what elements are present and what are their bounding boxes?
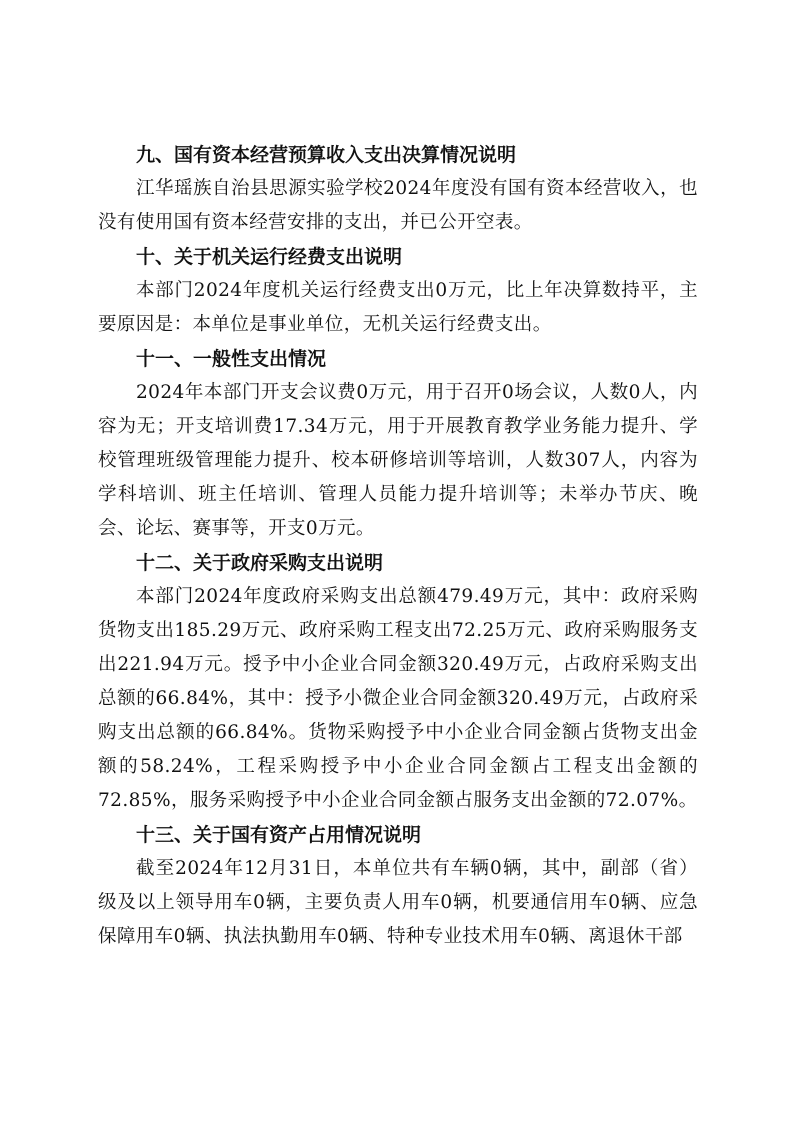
section-10-paragraph: 本部门2024年度机关运行经费支出0万元，比上年决算数持平，主要原因是：本单位是事业单位，无机关运行经费支出。 (98, 280, 698, 335)
section-9-paragraph: 江华瑶族自治县思源实验学校2024年度没有国有资本经营收入，也没有使用国有资本经营安排的支出，并已公开空表。 (98, 178, 698, 233)
section-12-paragraph: 本部门2024年度政府采购支出总额479.49万元，其中：政府采购货物支出185.29万元、政府采购工程支出72.25万元、政府采购服务支出221.94万元。授予中小企业合同金额320.49万元，占政府采购支出总额的66.84%，其中：授予小微企业合同金额320.49万元，占政府采购支出总额的66.84%。货物采购授予中小企业合同金额占货物支出金额的58.24%，工程采购授予中小企业合同金额占工程支出金额的72.85%，服务采购授予中小企业合同金额占服务支出金额的72.07%。 (98, 586, 698, 811)
section-10-heading: 十、关于机关运行经费支出说明 (136, 246, 403, 268)
page-content (98, 138, 698, 954)
section-11-heading: 十一、一般性支出情况 (136, 348, 327, 370)
section-11-paragraph: 2024年本部门开支会议费0万元，用于召开0场会议，人数0人，内容为无；开支培训费17.34万元，用于开展教育教学业务能力提升、学校管理班级管理能力提升、校本研修培训等培训，人数307人，内容为学科培训、班主任培训、管理人员能力提升培训等；未举办节庆、晚会、论坛、赛事等，开支0万元。 (98, 382, 698, 539)
section-13-paragraph: 截至2024年12月31日，本单位共有车辆0辆，其中，副部（省）级及以上领导用车0辆，主要负责人用车0辆，机要通信用车0辆、应急保障用车0辆、执法执勤用车0辆、特种专业技术用车0辆、离退休干部 (98, 858, 698, 947)
section-13-heading: 十三、关于国有资产占用情况说明 (136, 824, 422, 846)
section-12-heading: 十二、关于政府采购支出说明 (136, 552, 384, 574)
section-9-heading: 九、国有资本经营预算收入支出决算情况说明 (136, 144, 517, 166)
